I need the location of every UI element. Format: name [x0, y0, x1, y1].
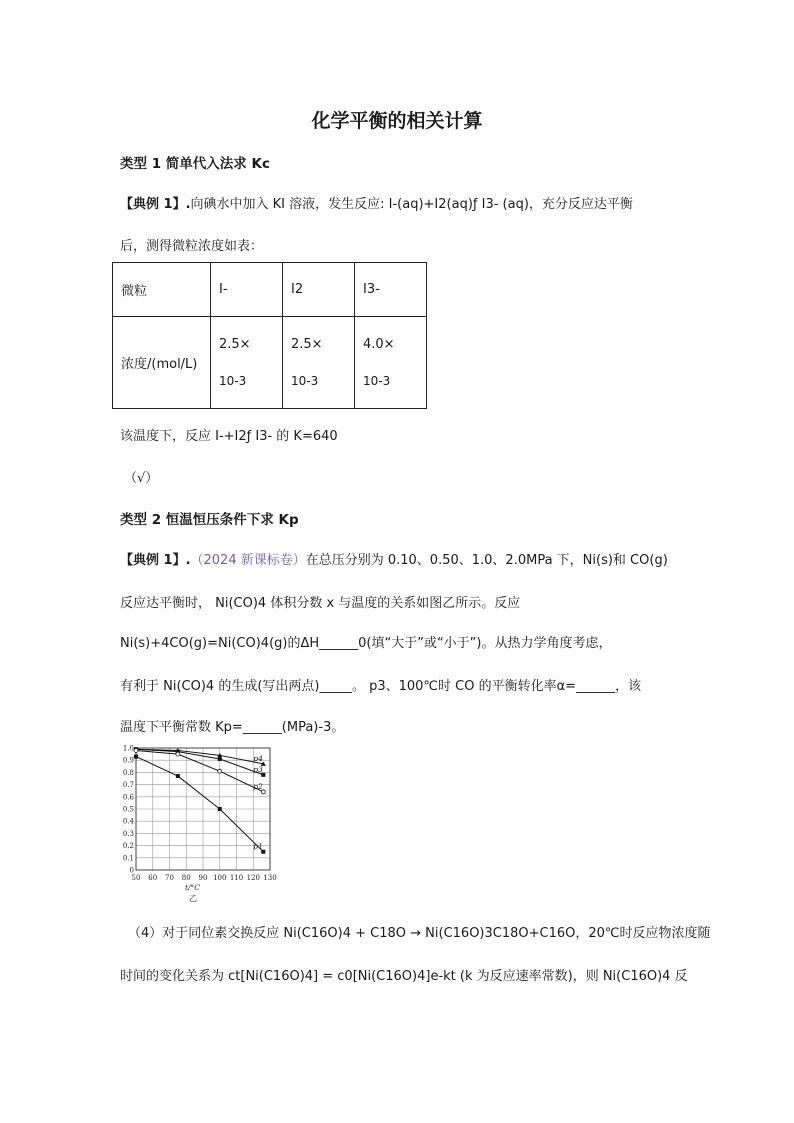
data-point — [134, 748, 138, 752]
value-exponent: 10-3 — [363, 374, 391, 388]
y-tick-label: 0.6 — [122, 793, 134, 802]
section2-line2: 反应达平衡时， Ni(CO)4 体积分数 x 与温度的关系如图乙所示。反应 — [120, 596, 521, 611]
value-mantissa: 2.5× — [219, 337, 251, 352]
table-cell — [211, 317, 283, 409]
table-row — [113, 317, 427, 409]
section2-line1 — [120, 549, 668, 568]
data-point — [176, 752, 180, 756]
x-tick-label: 90 — [198, 874, 208, 882]
y-tick-label: 0.4 — [122, 817, 134, 826]
y-tick-label: 0.7 — [122, 781, 134, 790]
table-cell: I- — [211, 263, 283, 317]
y-tick-label: 1.0 — [122, 744, 134, 753]
chart-title: 乙 — [189, 894, 197, 903]
x-axis-label: t/°C — [185, 883, 201, 892]
section2-line4: 有利于 Ni(CO)4 的生成(写出两点)_____。 p3、100℃时 CO 的平衡转化率α=______，该 — [120, 679, 642, 694]
x-tick-label: 50 — [131, 874, 141, 882]
series-label: p2 — [253, 781, 263, 791]
value-mantissa: 2.5× — [291, 337, 323, 352]
table-cell: 浓度/(mol/L) — [113, 317, 211, 409]
table-cell: I3- — [355, 263, 427, 317]
section1-answer: （√） — [124, 471, 159, 486]
table-cell — [283, 317, 355, 409]
section2-line3: Ni(s)+4CO(g)=Ni(CO)4(g)的ΔH______0(填“大于”或“小于”)。从热力学角度考虑， — [120, 636, 612, 651]
section1-heading: 类型 1 简单代入法求 Kc — [120, 156, 270, 172]
series-label: p3 — [253, 764, 263, 774]
table-cell: I2 — [283, 263, 355, 317]
series-line-p2 — [136, 750, 263, 791]
x-tick-label: 120 — [246, 874, 260, 882]
x-tick-label: 100 — [213, 874, 227, 882]
series-label: p4 — [253, 753, 263, 763]
y-tick-label: 0.9 — [122, 756, 134, 765]
y-tick-label: 0.2 — [122, 842, 134, 851]
y-tick-label: 0.1 — [122, 854, 134, 863]
line-text: 在总压分别为 0.10、0.50、1.0、2.0MPa 下，Ni(s)和 CO(g) — [305, 553, 668, 568]
data-point — [218, 769, 222, 773]
series-line-p4 — [136, 749, 263, 764]
value-exponent: 10-3 — [291, 374, 319, 388]
value-mantissa: 4.0× — [363, 337, 395, 352]
section1-example-cont: 后，测得微粒浓度如表： — [120, 239, 264, 254]
y-tick-label: 0.5 — [122, 805, 134, 814]
series-label: p1 — [253, 841, 263, 851]
source-tag: （2024 新课标卷） — [190, 553, 306, 568]
x-tick-label: 130 — [263, 874, 277, 882]
series-line-p1 — [136, 757, 263, 852]
section3-line2: 时间的变化关系为 ct[Ni(C16O)4] = c0[Ni(C16O)4]e-kt (k 为反应速率常数)，则 Ni(C16O)4 反 — [120, 969, 688, 984]
data-point — [218, 757, 222, 761]
example-label: 【典例 1】. — [120, 197, 191, 212]
y-tick-label: 0 — [129, 866, 134, 875]
table-row — [113, 263, 427, 317]
section1-statement: 该温度下，反应 I-+I2ƒ I3- 的 K=640 — [120, 429, 338, 444]
data-point — [134, 755, 138, 759]
example-label: 【典例 1】. — [120, 553, 191, 568]
y-tick-label: 0.8 — [122, 768, 134, 777]
section2-line5: 温度下平衡常数 Kp=______(MPa)-3。 — [120, 720, 345, 735]
section2-heading: 类型 2 恒温恒压条件下求 Kp — [120, 512, 299, 528]
section3-line1: （4）对于同位素交换反应 Ni(C16O)4 + C18O → Ni(C16O)3C18O+C16O，20℃时反应物浓度随 — [128, 926, 711, 941]
data-point — [176, 774, 180, 778]
data-point — [218, 807, 222, 811]
section1-example — [120, 193, 633, 212]
table-cell — [355, 317, 427, 409]
x-tick-label: 110 — [229, 874, 244, 882]
concentration-table — [112, 262, 427, 409]
x-tick-label: 70 — [165, 874, 174, 882]
example-text: 向碘水中加入 KI 溶液，发生反应: I-(aq)+I2(aq)ƒ I3- (aq)，充分反应达平衡 — [190, 197, 633, 212]
page-title: 化学平衡的相关计算 — [311, 110, 483, 132]
x-tick-label: 60 — [148, 874, 158, 882]
table-cell: 微粒 — [113, 263, 211, 317]
mole-fraction-chart — [110, 742, 280, 904]
value-exponent: 10-3 — [219, 374, 247, 388]
y-tick-label: 0.3 — [122, 829, 134, 838]
x-tick-label: 80 — [181, 874, 191, 882]
